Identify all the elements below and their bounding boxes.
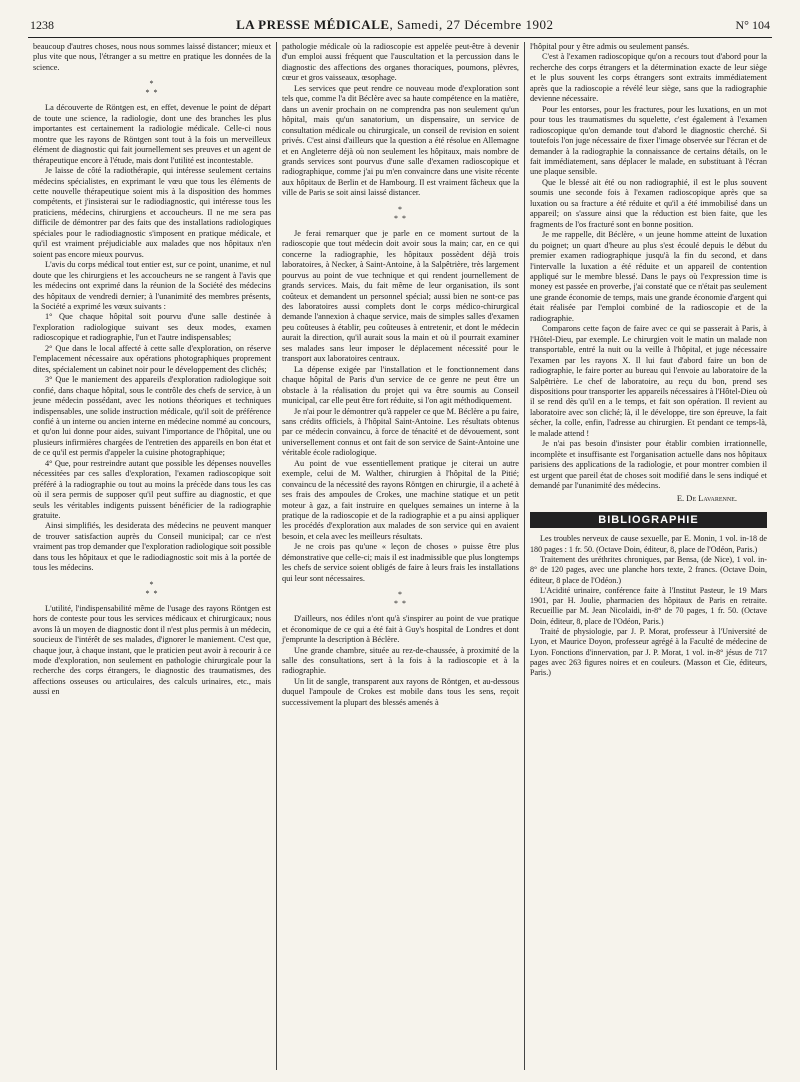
paragraph: L'utilité, l'indispensabilité même de l'usage des rayons Röntgen est hors de conteste pour tous les services médicaux et chirurgicaux; nous avons là un moyen de diagnostic dont il n'est plus permis à un médecin, soucieux de l'intérêt de ses malades, d'ignorer le maniement. C'est que, chaque jour, à chaque instant, que le praticien peut avoir à recourir à ce mode d'exploration, non seulement en pathologie chirurgicale pour la recherche des corps étrangers, le diagnostic des traumatismes, des affections osseuses ou articulaires, des calculs urinaires, etc., mais aussi en — [33, 603, 271, 697]
author-signature: E. De Lavarenne. — [676, 493, 737, 504]
paragraph: l'hôpital pour y être admis ou seulement pansés. — [530, 42, 690, 51]
paragraph: Que le blessé ait été ou non radiographié, il est le plus souvent soumis une seconde fois à l'examen radioscopique après que sa luxation ou sa fracture a été réduite et qu'il a été immobilisé dans un appareil; on s'assure ainsi que la réduction est bien faite, que les fragments de l'os fracturé sont en bonne position. — [530, 177, 767, 229]
paragraph: Une grande chambre, située au rez-de-chaussée, à proximité de la salle des consultations, sert à la fois à la radioscopie et à la radiographie. — [282, 645, 519, 676]
bibliography-entry: Traitement des uréthrites chroniques, par Bensa, (de Nice), 1 vol. in-8° de 120 pages, avec une planche hors texte, 2 francs. (Octave Doin, éditeur, 8 place de l'Odéon.) — [530, 554, 767, 585]
header-rule — [28, 37, 772, 38]
paragraph: Je n'ai pas besoin d'insister pour établir combien irrationnelle, incomplète et insuffisante est l'organisation actuelle dans nos hôpitaux parisiens des applications de la radiologie, et pour montrer combien il est urgent que pareil état de choses soit modifié dans le sens indiqué et demandé par l'unanimité des médecins. — [530, 439, 767, 491]
paragraph: 4° Que, pour restreindre autant que possible les dépenses nouvelles nécessitées par ces salles d'exploration, l'examen radioscopique soit préféré à la radiographie ou tout au moins la précède dans tous les cas où il sera permis de supposer qu'il peut suffire au diagnostic, et que seuls les véritables indigents puissent bénéficier de la radiographie gratuite. — [33, 458, 271, 521]
paragraph: La découverte de Röntgen est, en effet, devenue le point de départ de toute une science, la radiologie, dont une des branches les plus importantes est certainement la radiologie médicale. Celle-ci nous montre que les rayons de Röntgen sont tout à la fois un merveilleux élément de diagnostic qui fait journellement ses preuves et un agent de thérapeutique encore à l'étude, mais dont l'utilité est incontestable. — [33, 103, 271, 165]
column-1 — [28, 42, 276, 1070]
running-title — [236, 17, 553, 33]
paragraph: Je ne crois pas qu'une « leçon de choses » puisse être plus démonstrative que celle-ci; mais il est inadmissible que plus longtemps les chefs de service soient obligés de faire à leurs frais les installations qui leur sont nécessaires. — [282, 542, 519, 583]
bibliography-entry: Traité de physiologie, par J. P. Morat, professeur à l'Université de Lyon, et Maurice Doyon, professeur agrégé à la Faculté de médecine de Lyon. Fonctions d'innervation, par J. P. Morat, 1 vol. in-8° jésus de 717 pages avec 263 figures noires et en couleurs. (Masson et Cie, éditeurs, Paris.) — [530, 627, 767, 678]
section-separator: * * * — [394, 204, 407, 223]
bibliography-list — [530, 534, 767, 678]
section-separator: * * * — [145, 579, 159, 598]
paragraph: Pour les entorses, pour les fractures, pour les luxations, en un mot pour tous les traumatismes du squelette, c'est également à l'examen radioscopique qu'on demande tout d'abord le diagnostic cherché. Si toutefois l'on juge nécessaire de fixer l'image observée sur l'écran et de demander à la radiographie la connaissance de certains détails, on le fait immédiatement, sans déplacer le malade, en substituant à l'écran une plaque sensible. — [530, 104, 767, 177]
section-separator: * * * — [394, 590, 407, 609]
column-3 — [524, 42, 772, 1070]
issue-number: N° 104 — [735, 17, 770, 32]
paragraph: 2° Que dans le local affecté à cette salle d'exploration, on réserve l'emplacement nécessaire aux opérations photographiques proprement dites, spécialement un cabinet noir pour le développement des clichés; — [33, 343, 271, 374]
page-number: 1238 — [30, 17, 54, 32]
bibliography-heading: BIBLIOGRAPHIE — [530, 512, 767, 528]
bibliography-entry: L'Acidité urinaire, conférence faite à l'Institut Pasteur, le 19 Mars 1901, par H. Joulie, pharmacien des hôpitaux de Paris en retraite. Recueillie par M. Jean Nicolaidi, in-8° de 70 pages, 1 fr. 50. (Octave Doin, éditeur, 8, place de l'Odéon, Paris.) — [530, 585, 767, 626]
paragraph: L'avis du corps médical tout entier est, sur ce point, unanime, et nul doute que les chirurgiens et les accoucheurs ne se rangent à l'avis que les médecins ont exprimé dans la réunion de la Société des médecins des hôpitaux de vendredi dernier; à l'unanimité des membres présents, la Société a exprimé les vœux suivants : — [33, 260, 271, 311]
paragraph: Ainsi simplifiés, les desiderata des médecins ne peuvent manquer de trouver satisfaction auprès du Conseil municipal; car ce n'est vraiment pas trop demander que l'exploration radiologique soit possible dans tous les hôpitaux et que le radiodiagnostic soit mis à la portée de tous les médecins. — [33, 521, 271, 573]
paragraph: beaucoup d'autres choses, nous nous sommes laissé distancer; mieux et plus vite que nous, l'étranger a su mettre en pratique les données de la science. — [33, 42, 271, 72]
paragraph: Au point de vue essentiellement pratique je citerai un autre exemple, celui de M. Walther, chirurgien à l'hôpital de la Pitié; convaincu de la nécessité des rayons Röntgen en chirurgie, il a acheté à ses frais des ampoules de Crokes, une machine statique et un petit moteur à gaz, a fait instruire en quelques semaines un interne à la pratique de la radioscopie et de la radiographie et a pu ainsi appliquer les procédés d'exploration aux malades de son service qui en avaient besoin, et cela avec les meilleurs résultats. — [282, 458, 519, 541]
section-separator: * * * — [145, 79, 159, 98]
paragraph: Les services que peut rendre ce nouveau mode d'exploration sont tels que, comme l'a dit Béclère avec sa haute compétence en la matière, dans un avenir prochain on ne comprendra pas non seulement qu'un hôpital, mais qu'un sanatorium, un dispensaire, un service de consultation médicale ou chirurgicale, un conseil de revision en soient privés. C'est ainsi d'ailleurs que la question a été résolue en Allemagne et en Angleterre déjà où non seulement les hôpitaux, mais nombre de grands services sont pourvus d'une salle d'examen radioscopique et radiographique, comme j'ai pu m'en convaincre dans une visite récente aux hôpitaux de Berlin et de Hambourg. Il est vraiment fâcheux que la ville de Paris se soit ainsi laissé distancer. — [282, 83, 519, 198]
journal-name: LA PRESSE MÉDICALE — [236, 17, 390, 32]
paragraph: 1° Que chaque hôpital soit pourvu d'une salle destinée à l'exploration radiologique suivant ses deux modes, examen radioscopique et radiographie, l'un et l'autre indispensables; — [33, 312, 271, 343]
paragraph: 3° Que le maniement des appareils d'exploration radiologique soit confié, dans chaque hôpital, sous le contrôle des chefs de service, à un jeune médecin possédant, avec les notions théoriques et techniques indispensables, une solide instruction médicale, qu'il soit de préférence confié à un interne ou ancien interne en médecine nommé au concours, et qu'on lui donne pour aides, suivant l'importance de l'hôpital, une ou plusieurs infirmières chargées de l'entretien des appareils en bon état et de ce qu'il est permis d'appeler la cuisine photographique; — [33, 375, 271, 458]
article-columns — [28, 42, 774, 1070]
paragraph: pathologie médicale où la radioscopie est appelée peut-être à devenir d'un emploi aussi fréquent que l'auscultation et la percussion dans le diagnostic des affections des organes thoraciques, poumons, plèvres, cœur et gros vaisseaux, œsophage. — [282, 42, 519, 83]
column-2 — [276, 42, 524, 1070]
paragraph: Comparons cette façon de faire avec ce qui se passerait à Paris, à l'Hôtel-Dieu, par exemple. Le chirurgien voit le matin un malade non transportable, entré la nuit ou la veille à l'hôpital, et juge nécessaire l'examen par les rayons X. Il lui faut d'abord faire un bon de radiographie, le faire porter au bureau qui l'envoie au laboratoire de la Salpêtrière. Le chef de laboratoire, au reçu du bon, prend ses dispositions pour transporter les appareils nécessaires à l'Hôtel-Dieu où il se rend dès qu'il en a le temps, et fait son opération. Il revient au laboratoire avec son cliché; là, il le développe, tire son épreuve, la fait sécher, la colle, enfin, l'adresse au chirurgien. Et pendant ce temps-là, le malade attend ! — [530, 324, 767, 438]
paragraph: Un lit de sangle, transparent aux rayons de Röntgen, et au-dessous duquel l'ampoule de Crokes est mobile dans tous les sens, reçoit successivement la plupart des blessés amenés à — [282, 676, 519, 707]
issue-date: , Samedi, 27 Décembre 1902 — [389, 17, 554, 32]
paragraph: Je laisse de côté la radiothérapie, qui intéresse seulement certains médecins spécialistes, en exprimant le vœu que tous les éléments de cette nouvelle thérapeutique soient mis à la disposition des hommes compétents, et j'insisterai sur le radiodiagnostic, qui intéresse tous les praticiens, médecins, chirurgiens et accoucheurs. Il ne me sera pas difficile de démontrer par des faits que des installations radiologiques spéciales pour le radiodiagnostic s'imposent en pratique médicale, et qu'il est vraiment préjudiciable aux malades que nos hôpitaux n'en soient pas encore mieux pourvus. — [33, 166, 271, 259]
bibliography-entry: Les troubles nerveux de cause sexuelle, par E. Monin, 1 vol. in-18 de 180 pages : 1 fr. 50. (Octave Doin, éditeur, 8, place de l'Odéon, Paris.) — [530, 534, 767, 554]
paragraph: La dépense exigée par l'installation et le fonctionnement dans chaque hôpital de Paris d'un service de ce genre ne peut être un obstacle à la réalisation du projet qui va être soumis au Conseil municipal, car elle peut être fort réduite, si l'on agit méthodiquement. — [282, 364, 519, 406]
paragraph: Je ferai remarquer que je parle en ce moment surtout de la radioscopie que tout médecin doit avoir sous la main; car, en ce qui concerne la radiographie, les hôpitaux possèdent déjà trois laboratoires, à Necker, à Saint-Antoine, à la Salpêtrière, très largement pourvus au point de vue technique et qui rendent journellement de grands services. Mais, du fait même de leur organisation, ils sont coûteux et demandent un personnel spécial; aussi bien ne sont-ce pas des laboratoires aussi complets dont le corps médico-chirurgical demande l'annexion à chaque service, mais de simples salles d'examen peu coûteuses à établir, peu coûteuses à entretenir, et dont le médecin aurait la direction, qu'il aurait sous la main et où il pourrait examiner ses malades sans leur imposer le déplacement nécessité pour le transport aux laboratoires centraux. — [282, 228, 519, 364]
column-3-body — [530, 42, 767, 491]
paragraph: Je me rappelle, dit Béclère, « un jeune homme atteint de luxation du poignet; un quart d'heure au plus s'est écoulé depuis le début du premier examen radiographique jusqu'à la fin du second, et dans l'intervalle la luxation a été réduite et un appareil de contention appliqué sur le membre blessé. Dans le pays où l'expression time is money est passée en proverbe, j'ai constaté que ce n'était pas seulement une grande économie de temps, mais une grande économie d'argent qui était réalisée par l'emploi combiné de la radioscopie et de la radiographie. — [530, 230, 767, 323]
paragraph: D'ailleurs, nos édiles n'ont qu'à s'inspirer au point de vue pratique et économique de ce qui a été fait à Guy's hospital de Londres et dont j'emprunte la description à Béclère. — [282, 614, 519, 645]
page-header — [30, 14, 770, 36]
paragraph: C'est à l'examen radioscopique qu'on a recours tout d'abord pour la recherche des corps étrangers et la détermination exacte de leur siège et le plus souvent les corps étrangers sont extraits immédiatement après que la radioscopie a révélé leur siège, sans que la radiographie devienne nécessaire. — [530, 52, 767, 104]
paragraph: Je n'ai pour le démontrer qu'à rappeler ce que M. Béclère a pu faire, sans crédits officiels, à l'hôpital Saint-Antoine. Les résultats obtenus par ce médecin convaincu, à force de ténacité et de dévouement, sont universellement connus et ont fait de son service de Saint-Antoine une véritable école radiologique. — [282, 406, 519, 458]
